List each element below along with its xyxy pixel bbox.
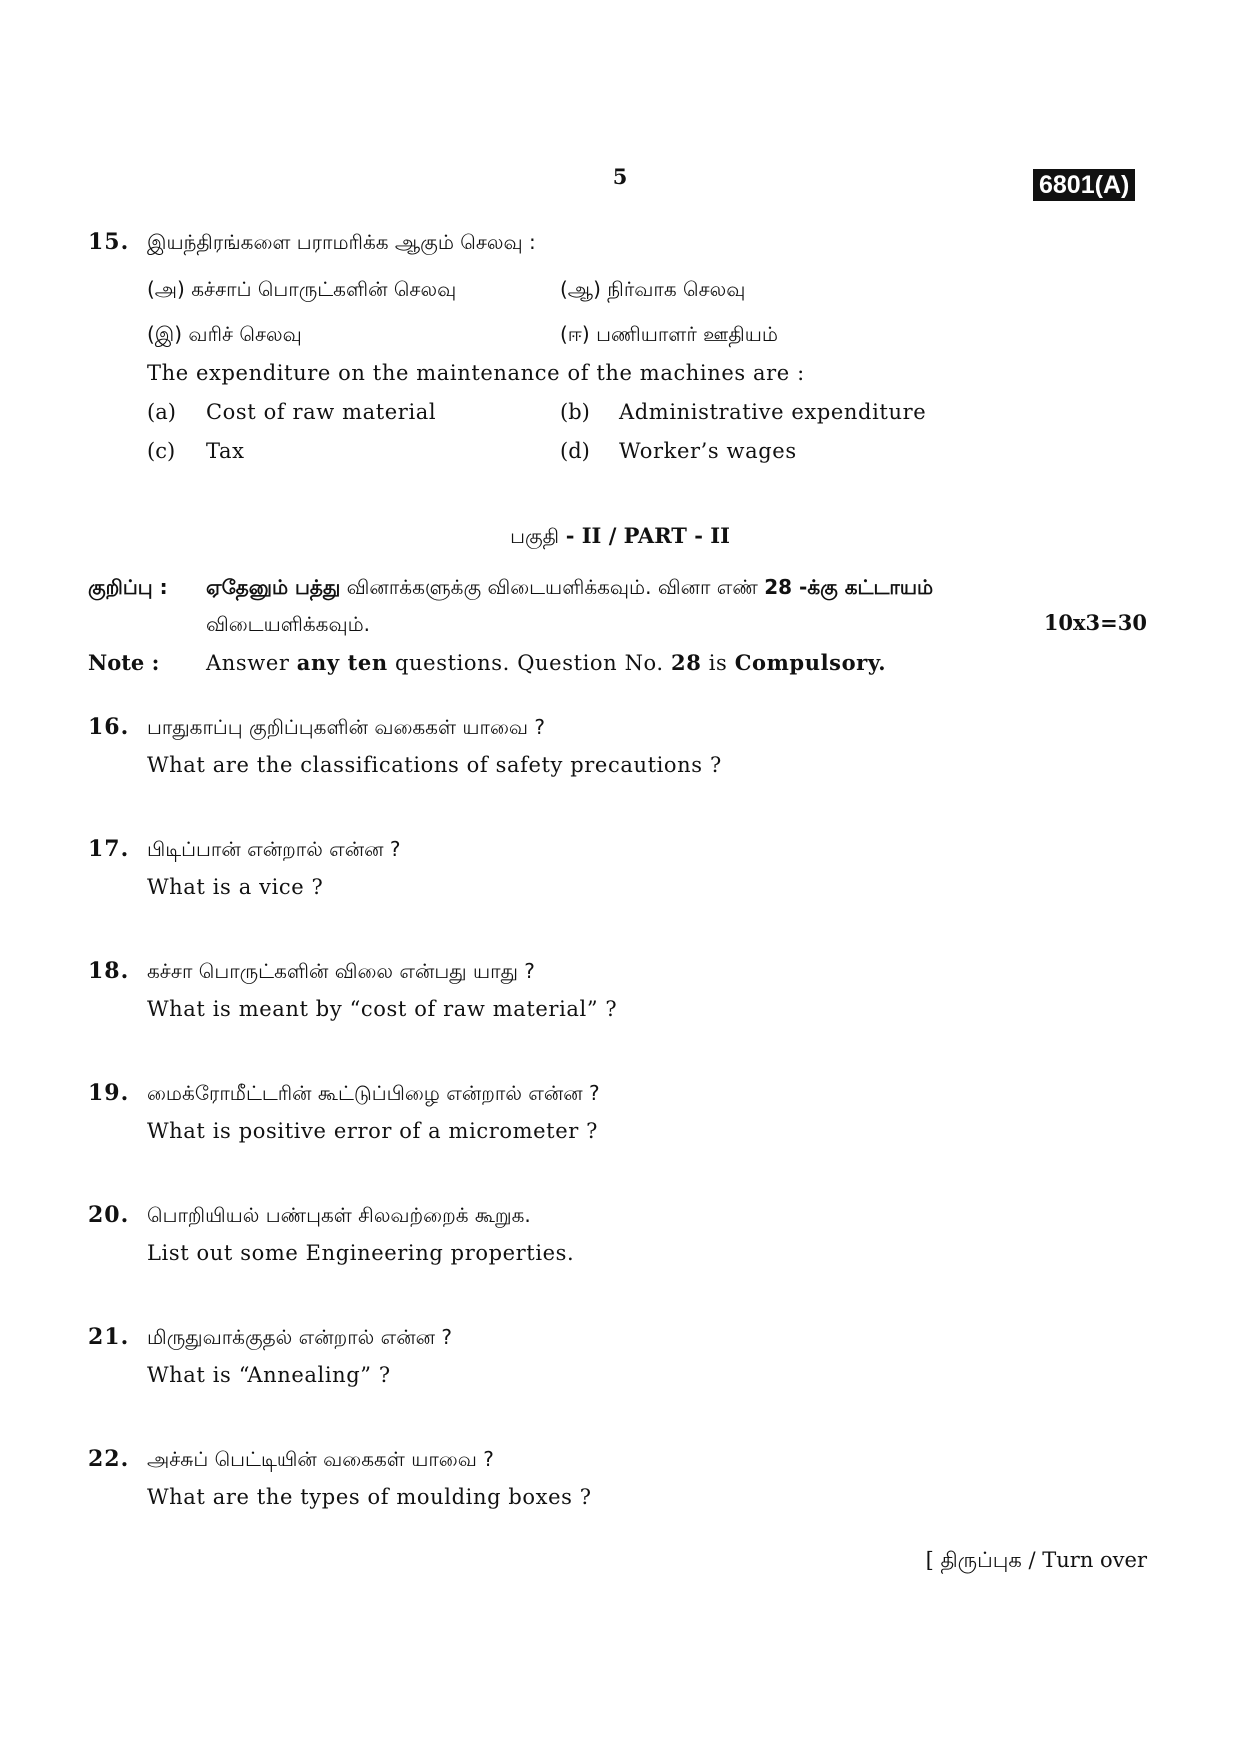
- option-label: (இ): [147, 322, 183, 346]
- note-bold: any ten: [296, 650, 388, 675]
- note-text: is: [708, 651, 728, 675]
- question-text-english: What are the classifications of safety precautions ?: [147, 753, 722, 777]
- option-tamil-a: [147, 277, 456, 304]
- question-text-tamil: மைக்ரோமீட்டரின் கூட்டுப்பிழை என்றால் என்ன ?: [147, 1081, 600, 1105]
- part-heading: [0, 523, 1240, 551]
- question-number: 21.: [88, 1324, 130, 1350]
- option-text: கச்சாப் பொருட்களின் செலவு: [191, 277, 457, 301]
- note-text-tamil-line2: விடையளிக்கவும்.: [206, 612, 371, 636]
- question-number: 22.: [88, 1446, 130, 1472]
- note-text: questions. Question No.: [395, 651, 664, 675]
- note-bold: Compulsory.: [734, 650, 887, 675]
- option-text-a: Cost of raw material: [206, 400, 437, 424]
- question-number: 17.: [88, 836, 130, 862]
- note-text: வினாக்களுக்கு விடையளிக்கவும். வினா எண்: [346, 575, 758, 599]
- note-text-tamil: [206, 575, 933, 602]
- question-text-english: What are the types of moulding boxes ?: [147, 1485, 592, 1509]
- option-label: (ஆ): [560, 277, 601, 301]
- question-text-english: The expenditure on the maintenance of the machines are :: [147, 361, 805, 385]
- question-number: 16.: [88, 714, 130, 740]
- option-label-b: (b): [560, 400, 590, 424]
- question-number: 19.: [88, 1080, 130, 1106]
- part-heading-english: - II / PART - II: [565, 523, 730, 548]
- option-text-b: Administrative expenditure: [619, 400, 927, 424]
- question-text-tamil: அச்சுப் பெட்டியின் வகைகள் யாவை ?: [147, 1447, 494, 1471]
- note-label-tamil: குறிப்பு :: [88, 575, 168, 599]
- question-text-english: What is “Annealing” ?: [147, 1363, 391, 1387]
- option-tamil-b: [560, 277, 745, 304]
- page-number: 5: [612, 164, 628, 189]
- option-tamil-d: [560, 322, 778, 349]
- option-label-c: (c): [147, 439, 176, 463]
- note-bold: ஏதேனும் பத்து: [206, 575, 341, 599]
- marks: 10x3=30: [1043, 610, 1147, 635]
- part-heading-tamil: பகுதி: [510, 524, 560, 548]
- question-text-tamil: பிடிப்பான் என்றால் என்ன ?: [147, 837, 401, 861]
- option-label: (ஈ): [560, 322, 590, 346]
- option-text: நிர்வாக செலவு: [607, 277, 746, 301]
- question-text-tamil: பாதுகாப்பு குறிப்புகளின் வகைகள் யாவை ?: [147, 715, 546, 739]
- option-label: (அ): [147, 277, 185, 301]
- question-text-english: What is meant by “cost of raw material” ?: [147, 997, 618, 1021]
- turn-over-note: [ திருப்புக / Turn over: [925, 1548, 1147, 1572]
- question-number: 15.: [88, 229, 130, 255]
- question-text-english: List out some Engineering properties.: [147, 1241, 575, 1265]
- option-text: வரிச் செலவு: [188, 322, 302, 346]
- question-text-tamil: கச்சா பொருட்களின் விலை என்பது யாது ?: [147, 959, 535, 983]
- question-text-english: What is positive error of a micrometer ?: [147, 1119, 599, 1143]
- option-label-d: (d): [560, 439, 590, 463]
- option-label-a: (a): [147, 400, 176, 424]
- note-bold: 28 -க்கு கட்டாயம்: [764, 575, 934, 599]
- option-text: பணியாளர் ஊதியம்: [596, 322, 778, 346]
- question-number: 18.: [88, 958, 130, 984]
- note-label: Note :: [88, 650, 160, 675]
- question-text-tamil: பொறியியல் பண்புகள் சிலவற்றைக் கூறுக.: [147, 1203, 531, 1227]
- note-bold: 28: [670, 650, 702, 675]
- note-text-english: [206, 650, 886, 675]
- question-text-english: What is a vice ?: [147, 875, 324, 899]
- question-number: 20.: [88, 1202, 130, 1228]
- note-text: Answer: [206, 651, 290, 675]
- paper-code: 6801(A): [1033, 169, 1135, 201]
- option-text-d: Worker’s wages: [619, 439, 797, 463]
- question-text-tamil: இயந்திரங்களை பராமரிக்க ஆகும் செலவு :: [147, 230, 536, 254]
- question-text-tamil: மிருதுவாக்குதல் என்றால் என்ன ?: [147, 1325, 452, 1349]
- option-text-c: Tax: [206, 439, 245, 463]
- option-tamil-c: [147, 322, 302, 349]
